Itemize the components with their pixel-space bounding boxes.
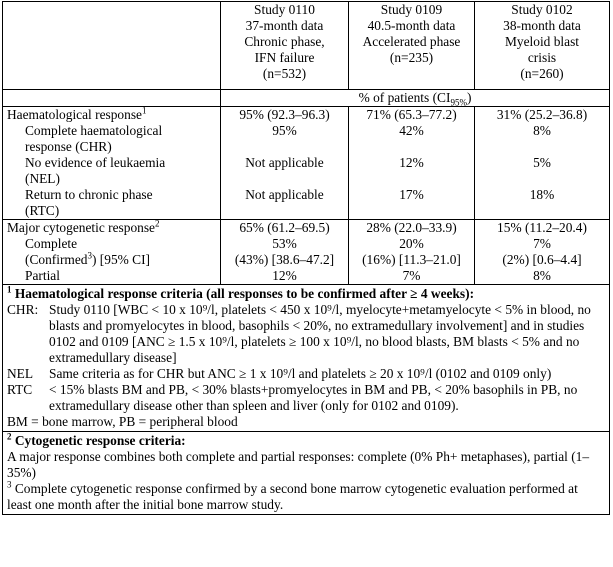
confirmed-label: (Confirmed$^3$) [95% CI] — [25, 250, 150, 267]
footnote-3: $^3$ Complete cytogenetic response confirmed by a second bone marrow cytogenetic evaluation performed at least one month after the initial bone marrow study. — [7, 479, 578, 512]
nel-label-2: (NEL) — [25, 171, 60, 186]
document — [2, 1, 609, 515]
header-study-0109 — [349, 2, 475, 90]
column-subtitle: 38-month data — [503, 18, 581, 33]
nel-key: NEL — [7, 366, 34, 381]
chr-value: 8% — [533, 123, 551, 138]
cyto-value: 28% (22.0–33.9) — [366, 220, 457, 235]
footnote-1 — [3, 285, 610, 432]
nel-criteria — [7, 366, 605, 382]
footnote-2-3-cell — [3, 432, 610, 515]
cyto-values-0110 — [221, 220, 349, 285]
column-n: (n=260) — [520, 66, 564, 81]
chr-key: CHR: — [7, 302, 39, 317]
header-row — [3, 2, 610, 90]
column-phase: Myeloid blast — [504, 34, 579, 49]
haem-labels — [3, 107, 221, 220]
column-title: Study 0109 — [380, 2, 443, 17]
column-n: (n=532) — [262, 66, 307, 81]
column-phase: Chronic phase, — [244, 34, 325, 49]
cyto-values-0109 — [349, 220, 475, 285]
nel-value: 12% — [399, 155, 424, 170]
column-phase-2: crisis — [527, 50, 557, 65]
confirmed-value: (2%) [0.6–4.4] — [502, 252, 582, 267]
chr-value: 95% — [272, 123, 297, 138]
column-title: Study 0110 — [254, 2, 315, 17]
rtc-key: RTC — [7, 382, 33, 397]
percent-row — [3, 90, 610, 107]
column-subtitle: 37-month data — [245, 18, 324, 33]
partial-value: 12% — [272, 268, 297, 283]
nel-value: 5% — [533, 155, 551, 170]
header-study-0110 — [221, 2, 349, 90]
complete-value: 20% — [399, 236, 424, 251]
haem-values-0110 — [221, 107, 349, 220]
haem-response-label: Haematological response$^1$ — [7, 105, 147, 122]
partial-value: 8% — [533, 268, 551, 283]
haem-values-0102 — [475, 107, 610, 220]
complete-value: 7% — [533, 236, 551, 251]
efficacy-table — [2, 1, 610, 515]
cyto-value: 15% (11.2–20.4) — [497, 220, 587, 235]
column-title: Study 0102 — [511, 2, 573, 17]
cyto-section — [3, 220, 610, 285]
chr-criteria-text: Study 0110 [WBC < 10 x 10⁹/l, platelets < 450 x 10⁹/l, myelocyte+metamyelocyte < 5% in blood, no blasts and promyelocytes in blood, basophils < 20%, no extramedullary involvement] and in studies 0102 and 0109 [ANC ≥ 1.5 x 10⁹/l, platelets ≥ 100 x 10⁹/l, no blood blasts, BM blasts < 5% and no extramedullary disease] — [49, 302, 591, 365]
abbreviations: BM = bone marrow, PB = peripheral blood — [7, 414, 238, 429]
cyto-response-label: Major cytogenetic response$^2$ — [7, 218, 160, 235]
rtc-label-2: (RTC) — [25, 203, 60, 218]
footnote-1-heading: $^1$ Haematological response criteria (all responses to be confirmed after ≥ 4 weeks): — [7, 284, 475, 301]
nel-criteria-text: Same criteria as for CHR but ANC ≥ 1 x 10⁹/l and platelets ≥ 20 x 10⁹/l (0102 and 0109 only) — [49, 366, 552, 381]
column-subtitle: 40.5-month data — [367, 18, 456, 33]
partial-value: 7% — [402, 268, 421, 283]
column-phase-2: IFN failure — [254, 50, 315, 65]
percent-label: % of patients $(CI_{95\%})$ — [221, 90, 610, 107]
rtc-value: 18% — [529, 187, 555, 202]
haem-values-0109 — [349, 107, 475, 220]
header-study-0102 — [475, 2, 610, 90]
column-phase: Accelerated phase — [362, 34, 461, 49]
nel-value: Not applicable — [245, 155, 324, 170]
haem-value: 95% (92.3–96.3) — [239, 107, 330, 122]
rtc-criteria — [7, 382, 605, 414]
cyto-labels — [3, 220, 221, 285]
confirmed-value: (43%) [38.6–47.2] — [234, 252, 335, 267]
header-empty-cell — [3, 2, 221, 90]
rtc-value: 17% — [399, 187, 424, 202]
partial-label: Partial — [25, 268, 60, 283]
haem-value: 31% (25.2–36.8) — [496, 107, 588, 122]
rtc-criteria-text: < 15% blasts BM and PB, < 30% blasts+promyelocytes in BM and PB, < 20% basophils in PB, no extramedullary disease other than spleen and liver (only for 0102 and 0109). — [49, 382, 578, 413]
confirmed-value: (16%) [11.3–21.0] — [362, 252, 461, 267]
cyto-value: 65% (61.2–69.5) — [239, 220, 330, 235]
footnote-2-3 — [3, 432, 610, 515]
complete-label: Complete — [25, 236, 78, 251]
footnote-1-cell — [3, 285, 610, 432]
rtc-label: Return to chronic phase — [25, 187, 153, 202]
percent-empty-cell — [3, 90, 221, 107]
chr-criteria — [7, 302, 605, 366]
haem-section — [3, 107, 610, 220]
footnote-2-text: A major response combines both complete and partial responses: complete (0% Ph+ metaphases), partial (1–35%) — [7, 449, 590, 480]
chr-label: Complete haematological — [25, 123, 163, 138]
cyto-values-0102 — [475, 220, 610, 285]
nel-label: No evidence of leukaemia — [25, 155, 166, 170]
chr-label-2: response (CHR) — [25, 139, 112, 154]
footnote-2-heading: $^2$ Cytogenetic response criteria: — [7, 431, 186, 448]
column-n: (n=235) — [389, 50, 434, 65]
rtc-value: Not applicable — [245, 187, 324, 202]
haem-value: 71% (65.3–77.2) — [366, 107, 457, 122]
chr-value: 42% — [399, 123, 424, 138]
complete-value: 53% — [272, 236, 297, 251]
